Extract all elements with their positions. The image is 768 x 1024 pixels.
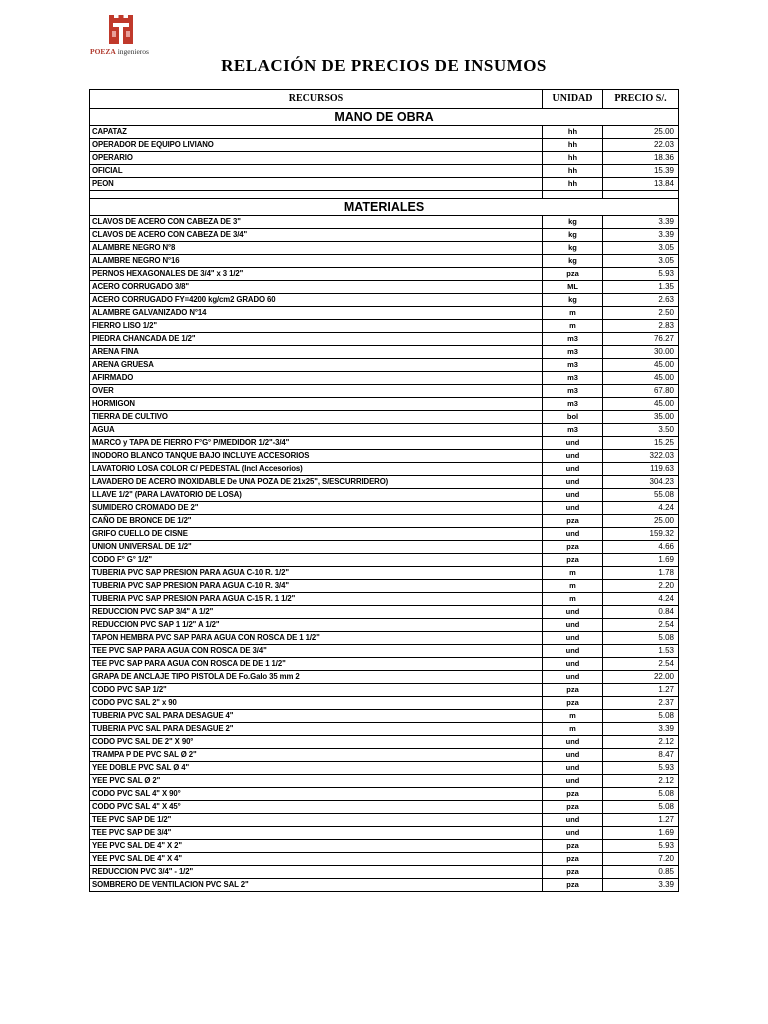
table-row	[90, 398, 679, 411]
resource-cell: CODO PVC SAL 4" X 45°	[90, 801, 543, 814]
resource-cell: CODO PVC SAP 1/2"	[90, 684, 543, 697]
table-row	[90, 411, 679, 424]
table-row	[90, 541, 679, 554]
unit-cell: und	[543, 775, 603, 788]
unit-cell: m	[543, 320, 603, 333]
resource-cell: PIEDRA CHANCADA DE 1/2"	[90, 333, 543, 346]
section-title: MANO DE OBRA	[90, 109, 679, 126]
table-row	[90, 476, 679, 489]
table-row	[90, 827, 679, 840]
table-row	[90, 165, 679, 178]
unit-cell: und	[543, 749, 603, 762]
unit-cell: hh	[543, 126, 603, 139]
unit-cell: und	[543, 476, 603, 489]
resource-cell: TEE PVC SAP DE 3/4"	[90, 827, 543, 840]
unit-cell: und	[543, 450, 603, 463]
price-cell: 3.05	[603, 242, 679, 255]
price-cell: 4.66	[603, 541, 679, 554]
unit-cell: und	[543, 619, 603, 632]
unit-cell: pza	[543, 515, 603, 528]
logo-caption	[90, 47, 149, 56]
table-row	[90, 658, 679, 671]
unit-cell: kg	[543, 216, 603, 229]
resource-cell: ALAMBRE NEGRO N°8	[90, 242, 543, 255]
price-cell: 45.00	[603, 398, 679, 411]
table-row	[90, 307, 679, 320]
table-row	[90, 567, 679, 580]
resource-cell: ARENA FINA	[90, 346, 543, 359]
table-row	[90, 463, 679, 476]
price-cell: 1.53	[603, 645, 679, 658]
price-cell: 2.54	[603, 619, 679, 632]
table-row	[90, 268, 679, 281]
price-cell: 25.00	[603, 515, 679, 528]
resource-cell: CLAVOS DE ACERO CON CABEZA DE 3/4"	[90, 229, 543, 242]
table-row	[90, 619, 679, 632]
price-cell: 2.83	[603, 320, 679, 333]
resource-cell: AGUA	[90, 424, 543, 437]
table-row	[90, 139, 679, 152]
price-cell: 4.24	[603, 593, 679, 606]
price-cell: 3.05	[603, 255, 679, 268]
price-cell: 13.84	[603, 178, 679, 191]
unit-cell: m	[543, 710, 603, 723]
unit-cell: m	[543, 307, 603, 320]
resource-cell: LAVATORIO LOSA COLOR C/ PEDESTAL (Incl Accesorios)	[90, 463, 543, 476]
price-cell: 119.63	[603, 463, 679, 476]
spacer-cell	[543, 191, 603, 199]
table-header-row	[90, 90, 679, 109]
resource-cell: INODORO BLANCO TANQUE BAJO INCLUYE ACCESORIOS	[90, 450, 543, 463]
table-row	[90, 697, 679, 710]
price-cell: 76.27	[603, 333, 679, 346]
price-cell: 3.39	[603, 229, 679, 242]
resource-cell: ALAMBRE NEGRO N°16	[90, 255, 543, 268]
resource-cell: GRAPA DE ANCLAJE TIPO PISTOLA DE Fo.Galo 35 mm 2	[90, 671, 543, 684]
table-row	[90, 489, 679, 502]
unit-cell: kg	[543, 229, 603, 242]
resource-cell: FIERRO LISO 1/2"	[90, 320, 543, 333]
unit-cell: m3	[543, 372, 603, 385]
table-body	[90, 109, 679, 892]
price-cell: 2.12	[603, 775, 679, 788]
unit-cell: und	[543, 502, 603, 515]
unit-cell: pza	[543, 541, 603, 554]
table-row	[90, 671, 679, 684]
resource-cell: REDUCCION PVC SAP 3/4" A 1/2"	[90, 606, 543, 619]
price-cell: 1.69	[603, 827, 679, 840]
unit-cell: und	[543, 645, 603, 658]
table-row	[90, 580, 679, 593]
resource-cell: CODO PVC SAL 2" x 90	[90, 697, 543, 710]
table-row	[90, 281, 679, 294]
unit-cell: m3	[543, 385, 603, 398]
table-row	[90, 879, 679, 892]
unit-cell: m	[543, 567, 603, 580]
section-title: MATERIALES	[90, 199, 679, 216]
unit-cell: und	[543, 528, 603, 541]
price-cell: 2.20	[603, 580, 679, 593]
unit-cell: und	[543, 437, 603, 450]
table-row	[90, 346, 679, 359]
resource-cell: OPERARIO	[90, 152, 543, 165]
unit-cell: pza	[543, 866, 603, 879]
price-cell: 5.93	[603, 268, 679, 281]
price-cell: 2.63	[603, 294, 679, 307]
resource-cell: OPERADOR DE EQUIPO LIVIANO	[90, 139, 543, 152]
table-row	[90, 294, 679, 307]
table-row	[90, 736, 679, 749]
resource-cell: PERNOS HEXAGONALES DE 3/4" x 3 1/2"	[90, 268, 543, 281]
resource-cell: REDUCCION PVC SAP 1 1/2" A 1/2"	[90, 619, 543, 632]
spacer-row	[90, 191, 679, 199]
spacer-cell	[603, 191, 679, 199]
table-row	[90, 450, 679, 463]
resource-cell: LLAVE 1/2" (PARA LAVATORIO DE LOSA)	[90, 489, 543, 502]
resource-cell: CAÑO DE BRONCE DE 1/2"	[90, 515, 543, 528]
logo-suffix: ingenieros	[117, 47, 149, 56]
resource-cell: TUBERIA PVC SAL PARA DESAGUE 4"	[90, 710, 543, 723]
table-row	[90, 645, 679, 658]
unit-cell: pza	[543, 554, 603, 567]
resource-cell: TEE PVC SAP PARA AGUA CON ROSCA DE DE 1 1/2"	[90, 658, 543, 671]
table-row	[90, 710, 679, 723]
price-cell: 25.00	[603, 126, 679, 139]
resource-cell: TIERRA DE CULTIVO	[90, 411, 543, 424]
price-cell: 2.54	[603, 658, 679, 671]
unit-cell: kg	[543, 255, 603, 268]
unit-cell: m3	[543, 398, 603, 411]
price-cell: 304.23	[603, 476, 679, 489]
table-row	[90, 723, 679, 736]
unit-cell: pza	[543, 697, 603, 710]
price-cell: 3.50	[603, 424, 679, 437]
resource-cell: YEE PVC SAL DE 4" X 2"	[90, 840, 543, 853]
price-cell: 5.93	[603, 762, 679, 775]
price-cell: 5.93	[603, 840, 679, 853]
page-title: RELACIÓN DE PRECIOS DE INSUMOS	[221, 56, 547, 75]
price-cell: 4.24	[603, 502, 679, 515]
resource-cell: TUBERIA PVC SAP PRESION PARA AGUA C-15 R. 1 1/2"	[90, 593, 543, 606]
unit-cell: und	[543, 658, 603, 671]
resource-cell: TUBERIA PVC SAP PRESION PARA AGUA C-10 R. 1/2"	[90, 567, 543, 580]
price-cell: 45.00	[603, 359, 679, 372]
unit-cell: hh	[543, 165, 603, 178]
resource-cell: SOMBRERO DE VENTILACION PVC SAL 2"	[90, 879, 543, 892]
price-cell: 2.50	[603, 307, 679, 320]
table-row	[90, 359, 679, 372]
unit-cell: pza	[543, 268, 603, 281]
logo-brand: POEZA	[90, 47, 116, 56]
table-row	[90, 840, 679, 853]
table-row	[90, 632, 679, 645]
resource-cell: SUMIDERO CROMADO DE 2"	[90, 502, 543, 515]
resource-cell: GRIFO CUELLO DE CISNE	[90, 528, 543, 541]
price-cell: 5.08	[603, 801, 679, 814]
resource-cell: CODO PVC SAL DE 2" X 90°	[90, 736, 543, 749]
price-cell: 2.37	[603, 697, 679, 710]
price-cell: 8.47	[603, 749, 679, 762]
resource-cell: CAPATAZ	[90, 126, 543, 139]
resource-cell: TUBERIA PVC SAP PRESION PARA AGUA C-10 R. 3/4"	[90, 580, 543, 593]
table-row	[90, 372, 679, 385]
resource-cell: ACERO CORRUGADO 3/8"	[90, 281, 543, 294]
price-cell: 1.27	[603, 814, 679, 827]
unit-cell: pza	[543, 788, 603, 801]
unit-cell: kg	[543, 242, 603, 255]
table-row	[90, 749, 679, 762]
resource-cell: LAVADERO DE ACERO INOXIDABLE De UNA POZA DE 21x25", S/ESCURRIDERO)	[90, 476, 543, 489]
price-cell: 67.80	[603, 385, 679, 398]
table-row	[90, 606, 679, 619]
table-row	[90, 528, 679, 541]
price-table	[89, 89, 679, 892]
section-header-row	[90, 109, 679, 126]
header-unit: UNIDAD	[543, 90, 603, 109]
price-cell: 2.12	[603, 736, 679, 749]
resource-cell: YEE PVC SAL Ø 2"	[90, 775, 543, 788]
price-cell: 3.39	[603, 723, 679, 736]
unit-cell: und	[543, 827, 603, 840]
unit-cell: und	[543, 736, 603, 749]
table-row	[90, 866, 679, 879]
price-cell: 1.69	[603, 554, 679, 567]
price-cell: 5.08	[603, 788, 679, 801]
table-row	[90, 178, 679, 191]
resource-cell: ARENA GRUESA	[90, 359, 543, 372]
resource-cell: PEON	[90, 178, 543, 191]
unit-cell: kg	[543, 294, 603, 307]
price-cell: 30.00	[603, 346, 679, 359]
table-row	[90, 554, 679, 567]
unit-cell: hh	[543, 139, 603, 152]
table-row	[90, 255, 679, 268]
unit-cell: und	[543, 463, 603, 476]
resource-cell: CODO F° G° 1/2"	[90, 554, 543, 567]
resource-cell: UNION UNIVERSAL DE 1/2"	[90, 541, 543, 554]
price-cell: 22.03	[603, 139, 679, 152]
table-row	[90, 762, 679, 775]
spacer-cell	[90, 191, 543, 199]
unit-cell: m	[543, 723, 603, 736]
unit-cell: m3	[543, 359, 603, 372]
table-row	[90, 152, 679, 165]
price-cell: 1.35	[603, 281, 679, 294]
resource-cell: CLAVOS DE ACERO CON CABEZA DE 3"	[90, 216, 543, 229]
resource-cell: OVER	[90, 385, 543, 398]
unit-cell: pza	[543, 879, 603, 892]
company-logo	[90, 14, 170, 60]
resource-cell: HORMIGON	[90, 398, 543, 411]
unit-cell: und	[543, 489, 603, 502]
unit-cell: m3	[543, 346, 603, 359]
table-row	[90, 424, 679, 437]
price-cell: 159.32	[603, 528, 679, 541]
price-cell: 15.25	[603, 437, 679, 450]
unit-cell: und	[543, 606, 603, 619]
unit-cell: pza	[543, 801, 603, 814]
table-row	[90, 242, 679, 255]
unit-cell: ML	[543, 281, 603, 294]
resource-cell: TRAMPA P DE PVC SAL Ø 2"	[90, 749, 543, 762]
price-cell: 0.85	[603, 866, 679, 879]
unit-cell: m3	[543, 424, 603, 437]
unit-cell: und	[543, 632, 603, 645]
price-cell: 5.08	[603, 710, 679, 723]
resource-cell: CODO PVC SAL 4" X 90°	[90, 788, 543, 801]
resource-cell: ALAMBRE GALVANIZADO N°14	[90, 307, 543, 320]
price-cell: 3.39	[603, 879, 679, 892]
table-row	[90, 229, 679, 242]
unit-cell: und	[543, 762, 603, 775]
unit-cell: und	[543, 814, 603, 827]
price-cell: 45.00	[603, 372, 679, 385]
unit-cell: m	[543, 593, 603, 606]
table-row	[90, 775, 679, 788]
table-row	[90, 216, 679, 229]
price-cell: 1.78	[603, 567, 679, 580]
table-row	[90, 801, 679, 814]
table-row	[90, 684, 679, 697]
price-cell: 5.08	[603, 632, 679, 645]
resource-cell: AFIRMADO	[90, 372, 543, 385]
unit-cell: pza	[543, 684, 603, 697]
resource-cell: YEE DOBLE PVC SAL Ø 4"	[90, 762, 543, 775]
resource-cell: OFICIAL	[90, 165, 543, 178]
table-row	[90, 788, 679, 801]
price-cell: 322.03	[603, 450, 679, 463]
price-cell: 3.39	[603, 216, 679, 229]
table-row	[90, 385, 679, 398]
unit-cell: bol	[543, 411, 603, 424]
table-row	[90, 333, 679, 346]
resource-cell: YEE PVC SAL DE 4" X 4"	[90, 853, 543, 866]
resource-cell: TEE PVC SAP PARA AGUA CON ROSCA DE 3/4"	[90, 645, 543, 658]
table-row	[90, 437, 679, 450]
unit-cell: und	[543, 671, 603, 684]
resource-cell: MARCO y TAPA DE FIERRO F°G° P/MEDIDOR 1/2"-3/4"	[90, 437, 543, 450]
price-cell: 55.08	[603, 489, 679, 502]
table-row	[90, 593, 679, 606]
price-cell: 0.84	[603, 606, 679, 619]
price-cell: 1.27	[603, 684, 679, 697]
table-row	[90, 515, 679, 528]
unit-cell: m3	[543, 333, 603, 346]
price-cell: 15.39	[603, 165, 679, 178]
header-resource: RECURSOS	[90, 90, 543, 109]
unit-cell: pza	[543, 853, 603, 866]
resource-cell: TAPON HEMBRA PVC SAP PARA AGUA CON ROSCA DE 1 1/2"	[90, 632, 543, 645]
table-row	[90, 320, 679, 333]
table-row	[90, 126, 679, 139]
table-row	[90, 853, 679, 866]
resource-cell: TUBERIA PVC SAL PARA DESAGUE 2"	[90, 723, 543, 736]
unit-cell: hh	[543, 178, 603, 191]
header-price: PRECIO S/.	[603, 90, 679, 109]
unit-cell: pza	[543, 840, 603, 853]
section-header-row	[90, 199, 679, 216]
price-cell: 35.00	[603, 411, 679, 424]
price-cell: 22.00	[603, 671, 679, 684]
resource-cell: REDUCCION PVC 3/4" - 1/2"	[90, 866, 543, 879]
table-row	[90, 814, 679, 827]
table-row	[90, 502, 679, 515]
unit-cell: hh	[543, 152, 603, 165]
resource-cell: TEE PVC SAP DE 1/2"	[90, 814, 543, 827]
price-cell: 18.36	[603, 152, 679, 165]
unit-cell: m	[543, 580, 603, 593]
resource-cell: ACERO CORRUGADO FY=4200 kg/cm2 GRADO 60	[90, 294, 543, 307]
price-cell: 7.20	[603, 853, 679, 866]
tower-logo-icon	[106, 14, 136, 46]
